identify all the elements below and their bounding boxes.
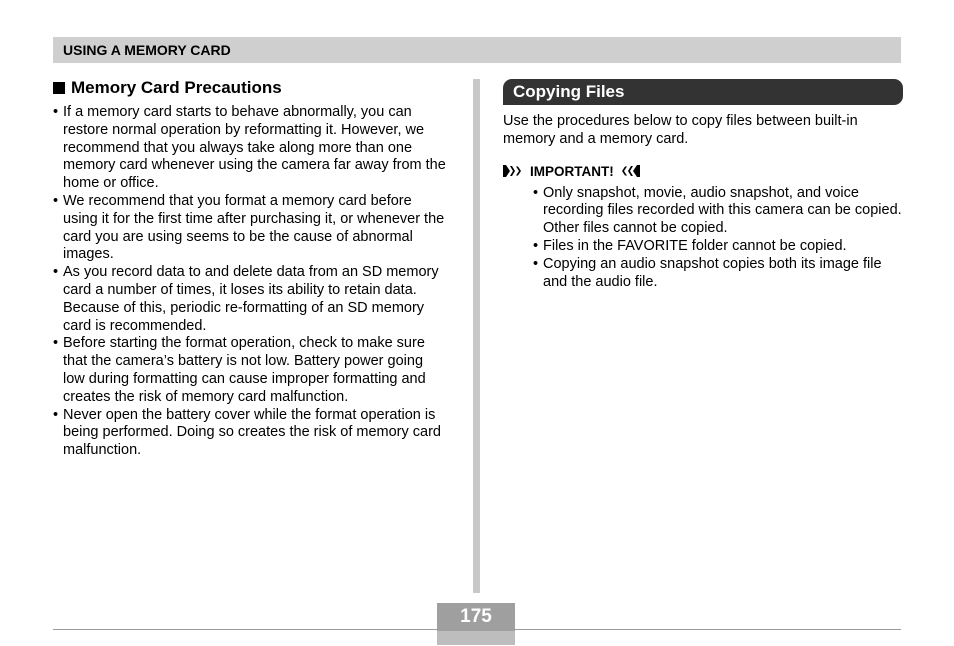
copying-intro-text: Use the procedures below to copy files between built-in memory and a memory card. [503, 113, 858, 147]
important-left-arrows-icon [503, 165, 525, 177]
square-bullet-icon [53, 82, 65, 94]
precautions-heading-text: Memory Card Precautions [71, 78, 282, 97]
list-item: • Copying an audio snapshot copies both its image file and the audio file. [533, 256, 903, 292]
header-bar [53, 37, 901, 63]
copying-files-title-bar [503, 79, 903, 105]
list-item: • As you record data to and delete data from an SD memory card a number of times, it loses its ability to retain data. Because of this, periodic re-formatting of an SD memory card is recommended. [53, 264, 448, 335]
precautions-heading [53, 78, 448, 98]
important-label: IMPORTANT! [530, 163, 614, 179]
list-item: • We recommend that you format a memory card before using it for the first time after purchasing it, or whenever the card you are using seems to be the cause of abnormal images. [53, 193, 448, 264]
column-divider [473, 79, 480, 593]
list-item: • Never open the battery cover while the format operation is being performed. Doing so creates the risk of memory card malfunction. [53, 407, 448, 460]
list-item: • Before starting the format operation, check to make sure that the camera’s battery is not low. Battery power going low during formatting can cause improper formatting and creates the risk of memory card malfunction. [53, 335, 448, 406]
important-note-heading [503, 164, 903, 179]
right-column [503, 79, 903, 291]
important-right-arrows-icon [618, 165, 640, 177]
list-item: • Files in the FAVORITE folder cannot be copied. [533, 238, 903, 256]
important-list [533, 185, 903, 292]
left-column [53, 78, 448, 460]
page-number: 175 [437, 603, 515, 631]
section-header-title: USING A MEMORY CARD [63, 42, 231, 58]
copying-files-title: Copying Files [513, 82, 625, 101]
list-item: • Only snapshot, movie, audio snapshot, and voice recording files recorded with this camera can be copied. Other files cannot be copied. [533, 185, 903, 238]
list-item: • If a memory card starts to behave abnormally, you can restore normal operation by reformatting it. However, we recommend that you always take along more than one memory card whenever using the camera far away from the home or office. [53, 104, 448, 193]
precautions-list [53, 104, 448, 460]
